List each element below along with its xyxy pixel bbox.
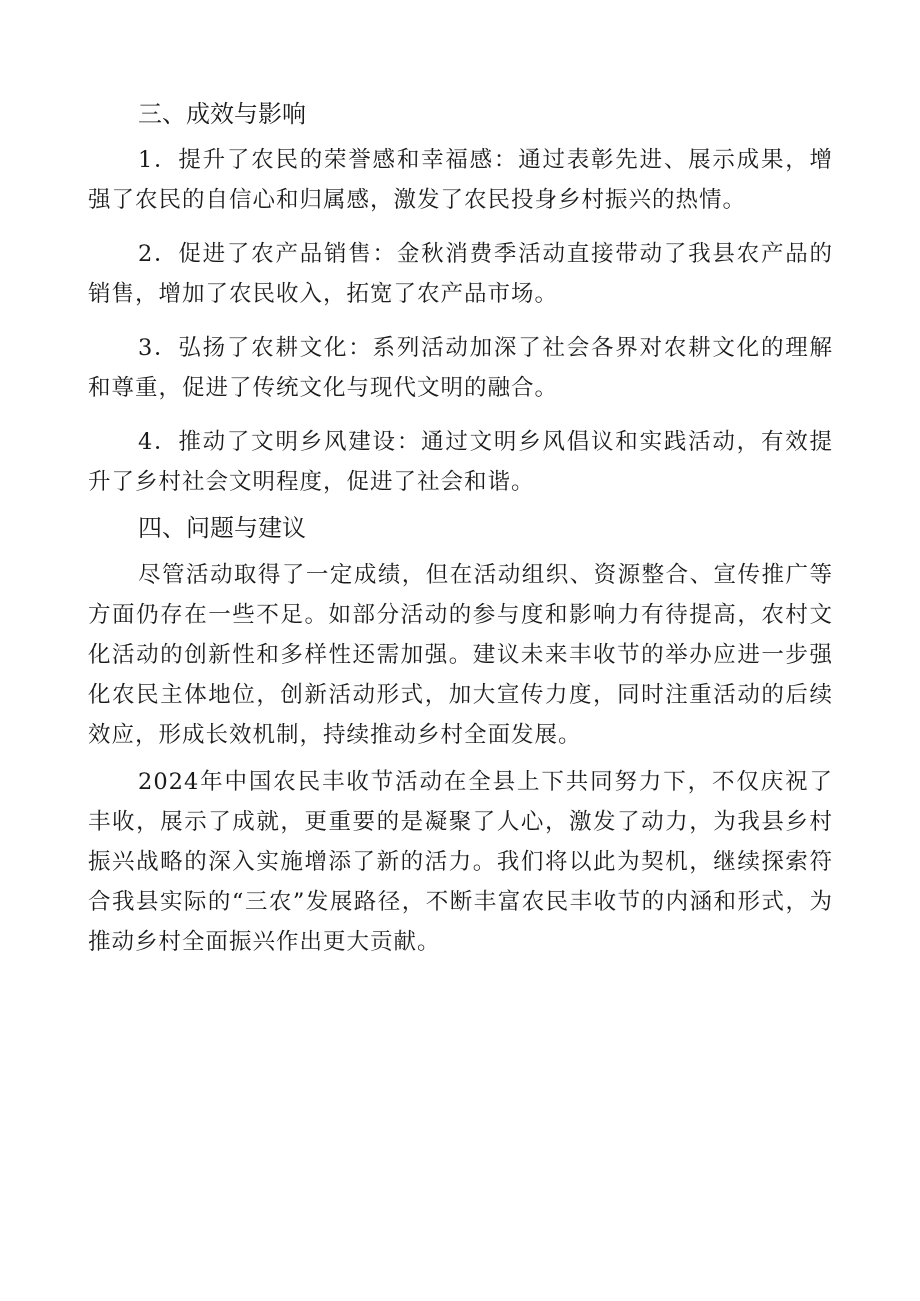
outcome-item-4: 4．推动了文明乡风建设：通过文明乡风倡议和实践活动，有效提升了乡村社会文明程度，促进了社会和谐。 <box>88 429 833 495</box>
outcome-item-2: 2．促进了农产品销售：金秋消费季活动直接带动了我县农产品的销售，增加了农民收入，拓宽了农产品市场。 <box>88 241 833 307</box>
issues-paragraph: 尽管活动取得了一定成绩，但在活动组织、资源整合、宣传推广等方面仍存在一些不足。如部分活动的参与度和影响力有待提高，农村文化活动的创新性和多样性还需加强。建议未来丰收节的举办应进一步强化农民主体地位，创新活动形式，加大宣传力度，同时注重活动的后续效应，形成长效机制，持续推动乡村全面发展。 <box>88 562 833 748</box>
outcome-item-3: 3．弘扬了农耕文化：系列活动加深了社会各界对农耕文化的理解和尊重，促进了传统文化与现代文明的融合。 <box>88 335 833 401</box>
conclusion-paragraph: 2024年中国农民丰收节活动在全县上下共同努力下，不仅庆祝了丰收，展示了成就，更重要的是凝聚了人心，激发了动力，为我县乡村振兴战略的深入实施增添了新的活力。我们将以此为契机，继续探索符合我县实际的“三农”发展路径，不断丰富农民丰收节的内涵和形式，为推动乡村全面振兴作出更大贡献。 <box>88 769 833 955</box>
outcome-item-1: 1．提升了农民的荣誉感和幸福感：通过表彰先进、展示成果，增强了农民的自信心和归属感，激发了农民投身乡村振兴的热情。 <box>88 147 833 213</box>
document-body <box>88 94 833 962</box>
section-heading-issues: 四、问题与建议 <box>138 514 306 542</box>
section-heading-outcomes: 三、成效与影响 <box>138 100 306 128</box>
